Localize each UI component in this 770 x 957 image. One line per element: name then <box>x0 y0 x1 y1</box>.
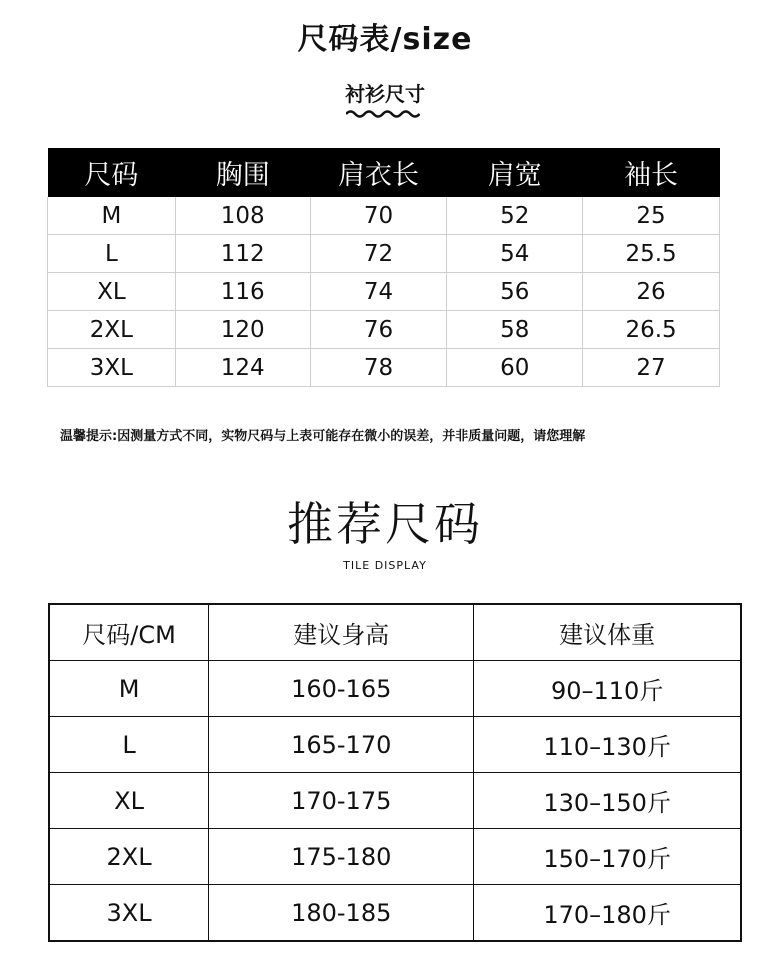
table-cell: XL <box>49 773 209 829</box>
table-row <box>49 829 741 885</box>
page-title: 尺码表/size <box>297 22 473 57</box>
table-cell: 120 <box>175 311 310 349</box>
header-cell: 尺码/CM <box>49 604 209 661</box>
table-row <box>48 349 720 387</box>
table-cell: 58 <box>447 311 583 349</box>
table-cell: 170–180斤 <box>474 885 741 942</box>
size-table <box>47 148 720 387</box>
table-row <box>49 661 741 717</box>
table-cell: 2XL <box>48 311 176 349</box>
table-cell: 72 <box>310 235 447 273</box>
table-cell: M <box>48 197 176 235</box>
table-cell: L <box>49 717 209 773</box>
table-cell: 25.5 <box>583 235 720 273</box>
section-subtitle: 衬衫尺寸 <box>345 82 425 106</box>
header-cell: 肩衣长 <box>310 148 447 197</box>
table-cell: 130–150斤 <box>474 773 741 829</box>
measurement-note: 温馨提示:因测量方式不同，实物尺码与上表可能存在微小的误差，并非质量问题，请您理解 <box>60 429 586 444</box>
table-row <box>48 311 720 349</box>
header-cell: 肩宽 <box>447 148 583 197</box>
recommend-title: 推荐尺码 <box>287 497 483 551</box>
recommend-subtitle: TILE DISPLAY <box>343 559 427 572</box>
table-row <box>48 197 720 235</box>
table-cell: 60 <box>447 349 583 387</box>
table-cell: XL <box>48 273 176 311</box>
table-cell: 180-185 <box>209 885 474 942</box>
table-cell: 150–170斤 <box>474 829 741 885</box>
table-cell: 76 <box>310 311 447 349</box>
table-row <box>48 273 720 311</box>
table-cell: 112 <box>175 235 310 273</box>
table-cell: 26.5 <box>583 311 720 349</box>
table-cell: 110–130斤 <box>474 717 741 773</box>
header-cell: 建议身高 <box>209 604 474 661</box>
table-cell: 52 <box>447 197 583 235</box>
size-table-header <box>48 148 720 197</box>
table-cell: 25 <box>583 197 720 235</box>
table-cell: 27 <box>583 349 720 387</box>
table-row <box>49 885 741 942</box>
recommend-table-header <box>49 604 741 661</box>
table-cell: 108 <box>175 197 310 235</box>
header-cell: 胸围 <box>175 148 310 197</box>
table-cell: 3XL <box>49 885 209 942</box>
table-cell: 70 <box>310 197 447 235</box>
table-cell: 56 <box>447 273 583 311</box>
table-cell: 170-175 <box>209 773 474 829</box>
table-cell: L <box>48 235 176 273</box>
table-cell: M <box>49 661 209 717</box>
table-cell: 54 <box>447 235 583 273</box>
header-cell: 袖长 <box>583 148 720 197</box>
header-cell: 建议体重 <box>474 604 741 661</box>
table-row <box>49 717 741 773</box>
table-cell: 3XL <box>48 349 176 387</box>
table-row <box>49 773 741 829</box>
table-cell: 74 <box>310 273 447 311</box>
wave-divider-icon <box>346 109 420 119</box>
table-cell: 160-165 <box>209 661 474 717</box>
table-cell: 2XL <box>49 829 209 885</box>
table-cell: 165-170 <box>209 717 474 773</box>
table-cell: 124 <box>175 349 310 387</box>
table-cell: 78 <box>310 349 447 387</box>
table-cell: 175-180 <box>209 829 474 885</box>
table-cell: 26 <box>583 273 720 311</box>
recommend-table <box>48 603 742 942</box>
header-cell: 尺码 <box>48 148 176 197</box>
table-cell: 90–110斤 <box>474 661 741 717</box>
table-cell: 116 <box>175 273 310 311</box>
table-row <box>48 235 720 273</box>
